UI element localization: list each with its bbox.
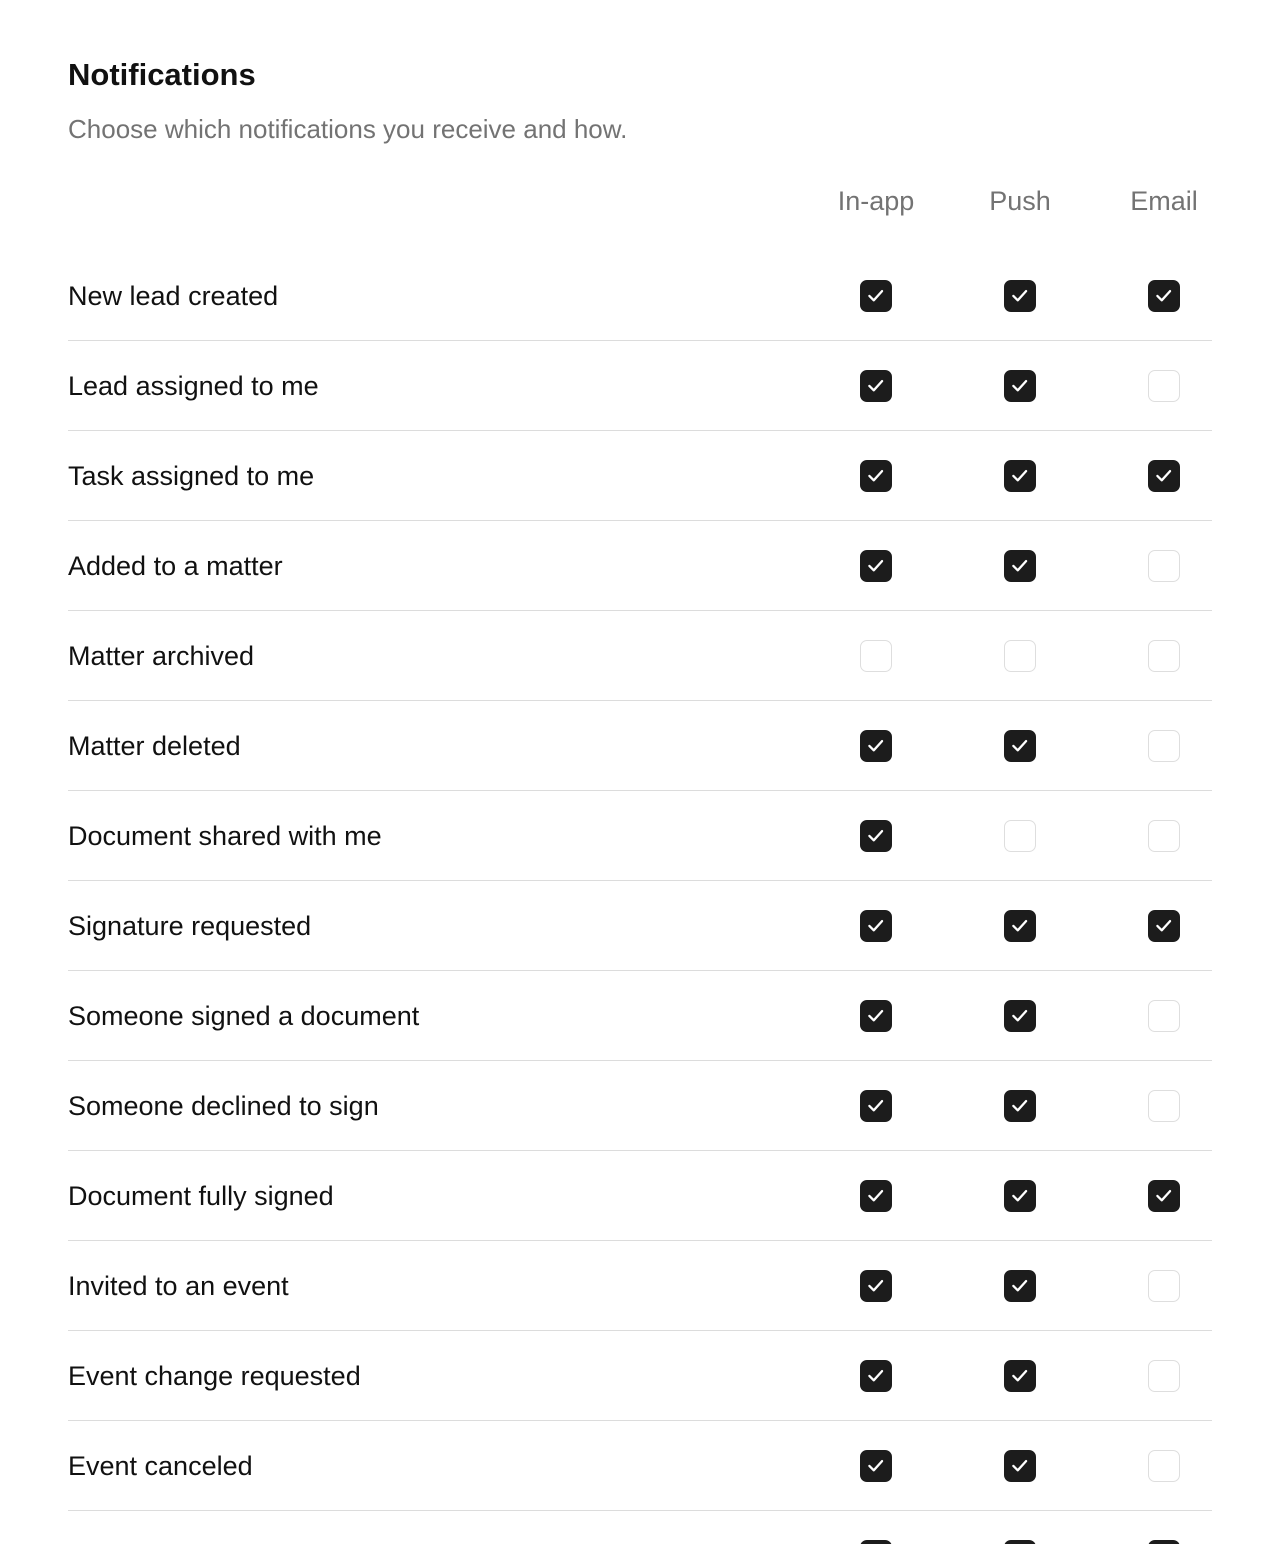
check-icon [1009, 735, 1030, 756]
column-header-in-app: In-app [837, 186, 915, 216]
check-icon [865, 285, 886, 306]
in-app-checkbox[interactable] [860, 640, 892, 672]
push-checkbox[interactable] [1004, 910, 1036, 942]
push-checkbox[interactable] [1004, 640, 1036, 672]
notification-label: Added to a matter [68, 551, 283, 581]
push-checkbox[interactable] [1004, 1450, 1036, 1482]
email-checkbox[interactable] [1148, 370, 1180, 402]
push-checkbox[interactable] [1004, 1000, 1036, 1032]
push-checkbox[interactable] [1004, 730, 1036, 762]
in-app-checkbox[interactable] [860, 1180, 892, 1212]
check-icon [865, 375, 886, 396]
push-checkbox[interactable] [1004, 1090, 1036, 1122]
check-icon [1153, 465, 1174, 486]
in-app-checkbox[interactable] [860, 1360, 892, 1392]
notification-label: Someone signed a document [68, 1001, 420, 1031]
notification-label: Signature requested [68, 911, 312, 941]
notification-row [68, 341, 1212, 431]
notification-label: Event canceled [68, 1451, 253, 1481]
check-icon [1009, 555, 1030, 576]
email-checkbox[interactable] [1148, 1450, 1180, 1482]
notification-row [68, 521, 1212, 611]
in-app-checkbox[interactable] [860, 370, 892, 402]
push-checkbox[interactable] [1004, 1360, 1036, 1392]
notification-row [68, 1241, 1212, 1331]
check-icon [865, 1185, 886, 1206]
notification-label: Event change requested [68, 1361, 361, 1391]
notification-label: New lead created [68, 281, 279, 311]
in-app-checkbox[interactable] [860, 550, 892, 582]
check-icon [1153, 915, 1174, 936]
check-icon [1009, 1455, 1030, 1476]
email-checkbox[interactable] [1148, 1540, 1180, 1544]
check-icon [1009, 1275, 1030, 1296]
email-checkbox[interactable] [1148, 280, 1180, 312]
notification-row [68, 611, 1212, 701]
check-icon [865, 1275, 886, 1296]
in-app-checkbox[interactable] [860, 460, 892, 492]
notification-row [68, 1511, 1212, 1544]
check-icon [1153, 1185, 1174, 1206]
notification-row [68, 701, 1212, 791]
email-checkbox[interactable] [1148, 1270, 1180, 1302]
push-checkbox[interactable] [1004, 280, 1036, 312]
channel-column-headers [68, 184, 1212, 218]
check-icon [1009, 1365, 1030, 1386]
email-checkbox[interactable] [1148, 640, 1180, 672]
check-icon [865, 735, 886, 756]
notification-label: Document fully signed [68, 1181, 334, 1211]
notification-label: Invited to an event [68, 1271, 289, 1301]
push-checkbox[interactable] [1004, 1180, 1036, 1212]
push-checkbox[interactable] [1004, 1540, 1036, 1544]
check-icon [865, 465, 886, 486]
notification-row [68, 971, 1212, 1061]
in-app-checkbox[interactable] [860, 1540, 892, 1544]
check-icon [1009, 915, 1030, 936]
page-title: Notifications [68, 57, 256, 92]
notification-label: Task assigned to me [68, 461, 315, 491]
push-checkbox[interactable] [1004, 820, 1036, 852]
check-icon [1153, 285, 1174, 306]
notification-row [68, 791, 1212, 881]
check-icon [1009, 1095, 1030, 1116]
notification-row [68, 431, 1212, 521]
push-checkbox[interactable] [1004, 370, 1036, 402]
check-icon [1009, 285, 1030, 306]
in-app-checkbox[interactable] [860, 820, 892, 852]
notification-label: Someone declined to sign [68, 1091, 379, 1121]
check-icon [865, 1095, 886, 1116]
check-icon [865, 1005, 886, 1026]
notification-row [68, 881, 1212, 971]
check-icon [1009, 375, 1030, 396]
check-icon [865, 555, 886, 576]
notification-row [68, 1421, 1212, 1511]
email-checkbox[interactable] [1148, 460, 1180, 492]
notification-label: Lead assigned to me [68, 371, 319, 401]
notification-label: Matter archived [68, 641, 255, 671]
notification-label: Matter deleted [68, 731, 241, 761]
in-app-checkbox[interactable] [860, 910, 892, 942]
in-app-checkbox[interactable] [860, 1270, 892, 1302]
in-app-checkbox[interactable] [860, 1450, 892, 1482]
notification-label: Document shared with me [68, 821, 382, 851]
notification-rows [68, 251, 1212, 1544]
notifications-settings-page [68, 0, 1212, 1544]
check-icon [865, 1365, 886, 1386]
check-icon [1009, 1005, 1030, 1026]
push-checkbox[interactable] [1004, 1270, 1036, 1302]
email-checkbox[interactable] [1148, 550, 1180, 582]
email-checkbox[interactable] [1148, 730, 1180, 762]
in-app-checkbox[interactable] [860, 1000, 892, 1032]
email-checkbox[interactable] [1148, 1090, 1180, 1122]
push-checkbox[interactable] [1004, 460, 1036, 492]
push-checkbox[interactable] [1004, 550, 1036, 582]
email-checkbox[interactable] [1148, 1180, 1180, 1212]
check-icon [1009, 465, 1030, 486]
column-header-push: Push [989, 186, 1051, 216]
in-app-checkbox[interactable] [860, 280, 892, 312]
check-icon [1009, 1185, 1030, 1206]
in-app-checkbox[interactable] [860, 730, 892, 762]
notification-row [68, 1331, 1212, 1421]
page-subtitle: Choose which notifications you receive and how. [68, 114, 628, 144]
notification-row [68, 251, 1212, 341]
check-icon [865, 915, 886, 936]
email-checkbox[interactable] [1148, 910, 1180, 942]
notification-row [68, 1061, 1212, 1151]
email-checkbox[interactable] [1148, 820, 1180, 852]
in-app-checkbox[interactable] [860, 1090, 892, 1122]
email-checkbox[interactable] [1148, 1000, 1180, 1032]
check-icon [865, 1455, 886, 1476]
notification-row [68, 1151, 1212, 1241]
column-header-email: Email [1130, 186, 1198, 216]
email-checkbox[interactable] [1148, 1360, 1180, 1392]
check-icon [865, 825, 886, 846]
